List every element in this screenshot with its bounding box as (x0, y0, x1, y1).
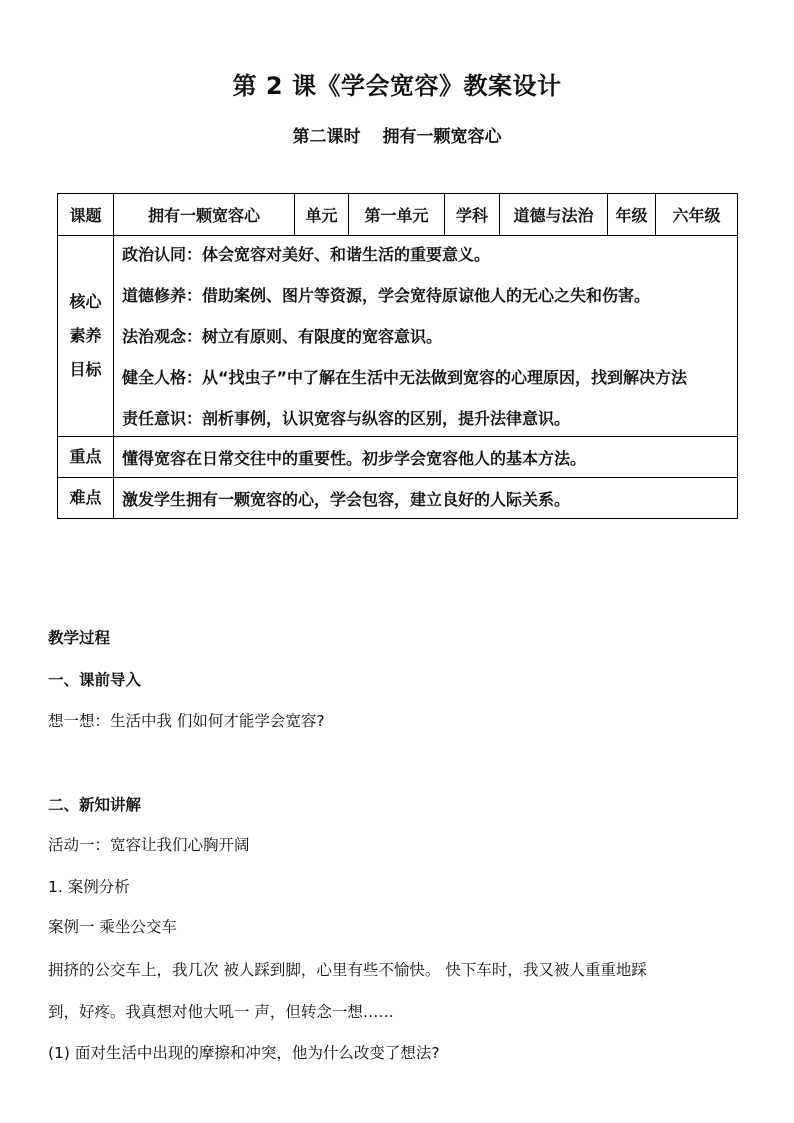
subtitle-lesson: 第二课时 (292, 127, 361, 147)
goal-item: 法治观念：树立有原则、有限度的宽容意识。 (122, 327, 443, 346)
key-points-text: 懂得宽容在日常交往中的重要性。初步学会宽容他人的基本方法。 (114, 437, 738, 478)
goals-row (58, 236, 738, 437)
goals-content (114, 236, 738, 437)
document-title: 第 2 课《学会宽容》教案设计 (232, 72, 562, 100)
case-paragraph-line-1: 拥挤的公交车上，我几次 被人踩到脚，心里有些不愉快。 快下车时，我又被人重重地踩 (48, 961, 647, 979)
case-title: 案例一 乘坐公交车 (48, 918, 177, 936)
activity-title: 活动一：宽容让我们心胸开阔 (48, 836, 250, 854)
table-cell: 六年级 (656, 194, 738, 236)
goal-item: 健全人格：从“找虫子”中了解在生活中无法做到宽容的心理原因，找到解决方法 (122, 368, 688, 387)
table-cell: 年级 (608, 194, 656, 236)
think-prompt: 想一想：生活中我 们如何才能学会宽容? (48, 712, 325, 730)
table-cell: 拥有一颗宽容心 (114, 194, 295, 236)
document-subtitle (0, 122, 794, 147)
table-cell: 第一单元 (349, 194, 445, 236)
case-paragraph-line-2: 到，好疼。我真想对他大吼一 声，但转念一想…… (48, 1003, 394, 1021)
table-cell: 道德与法治 (500, 194, 608, 236)
process-heading: 教学过程 (48, 629, 111, 647)
lesson-info-table (57, 193, 738, 519)
list-item-case-analysis: 1. 案例分析 (48, 878, 130, 896)
question-1: (1) 面对生活中出现的摩擦和冲突，他为什么改变了想法? (48, 1044, 440, 1062)
table-cell: 课题 (58, 194, 114, 236)
table-cell: 学科 (445, 194, 500, 236)
difficulty-label: 难点 (58, 478, 114, 519)
difficulty-row (58, 478, 738, 519)
goal-item: 道德修养：借助案例、图片等资源，学会宽待原谅他人的无心之失和伤害。 (122, 286, 651, 305)
goals-label: 核心 素养 目标 (58, 236, 114, 437)
subtitle-topic: 拥有一颗宽容心 (382, 127, 502, 147)
table-cell: 单元 (295, 194, 349, 236)
section-heading-intro: 一、课前导入 (48, 671, 142, 689)
goal-item: 政治认同：体会宽容对美好、和谐生活的重要意义。 (122, 245, 491, 264)
key-points-row (58, 437, 738, 478)
table-header-row (58, 194, 738, 236)
key-points-label: 重点 (58, 437, 114, 478)
goal-item: 责任意识：剖析事例，认识宽容与纵容的区别，提升法律意识。 (122, 409, 571, 428)
section-heading-new-knowledge: 二、新知讲解 (48, 796, 142, 814)
difficulty-text: 激发学生拥有一颗宽容的心，学会包容，建立良好的人际关系。 (114, 478, 738, 519)
